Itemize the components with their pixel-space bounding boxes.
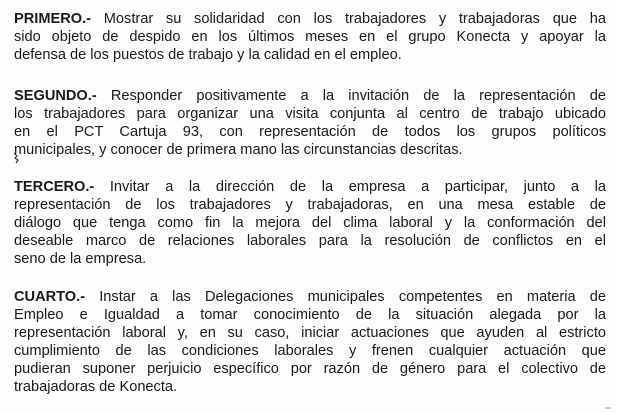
paragraph-line: TERCERO.- Invitar a la dirección de la empresa a participar, junto a la [14, 179, 606, 195]
paragraph-line: en el PCT Cartuja 93, con representación de todos los grupos políticos [14, 124, 606, 140]
paragraph-line: defensa de los puestos de trabajo y la calidad en el empleo. [14, 47, 402, 63]
paragraph-heading: CUARTO.- [14, 289, 86, 305]
paragraph-heading: PRIMERO.- [14, 11, 92, 27]
paragraph-line: sido objeto de despido en los últimos meses en el grupo Konecta y apoyar la [14, 29, 606, 45]
paragraph-heading: TERCERO.- [14, 179, 95, 195]
paragraph-line: diálogo que tenga como fin la mejora del clima laboral y la conformación del [14, 215, 606, 231]
paragraph-segundo [14, 87, 606, 159]
paragraph-tercero [14, 178, 606, 268]
paragraph-line: representación laboral y, en su caso, iniciar actuaciones que ayuden al estricto [14, 325, 606, 341]
paragraph-line: trabajadoras de Konecta. [14, 379, 178, 395]
scan-speck-icon [12, 152, 22, 164]
paragraph-primero [14, 10, 606, 64]
paragraph-line: SEGUNDO.- Responder positivamente a la invitación de la representación de [14, 88, 606, 104]
paragraph-line: Empleo e Igualdad a tomar conocimiento de la situación alegada por la [14, 307, 606, 323]
paragraph-line: CUARTO.- Instar a las Delegaciones municipales competentes en materia de [14, 289, 606, 305]
paragraph-line: representación de los trabajadores y trabajadoras, en una mesa estable de [14, 197, 606, 213]
paragraph-line: municipales, y conocer de primera mano las circunstancias descritas. [14, 142, 463, 158]
paragraph-line: cumplimiento de las condiciones laborales y frenen cualquier actuación que [14, 343, 606, 359]
scan-edge-mark [605, 407, 611, 409]
paragraph-line: pudieran suponer perjuicio específico por razón de género para el colectivo de [14, 361, 606, 377]
paragraph-line: PRIMERO.- Mostrar su solidaridad con los trabajadores y trabajadoras que ha [14, 11, 606, 27]
paragraph-line: deseable marco de relaciones laborales para la resolución de conflictos en el [14, 233, 606, 249]
paragraph-heading: SEGUNDO.- [14, 88, 97, 104]
paragraph-cuarto [14, 288, 606, 396]
paragraph-line: seno de la empresa. [14, 251, 147, 267]
paragraph-line: los trabajadores para organizar una visita conjunta al centro de trabajo ubicado [14, 106, 606, 122]
